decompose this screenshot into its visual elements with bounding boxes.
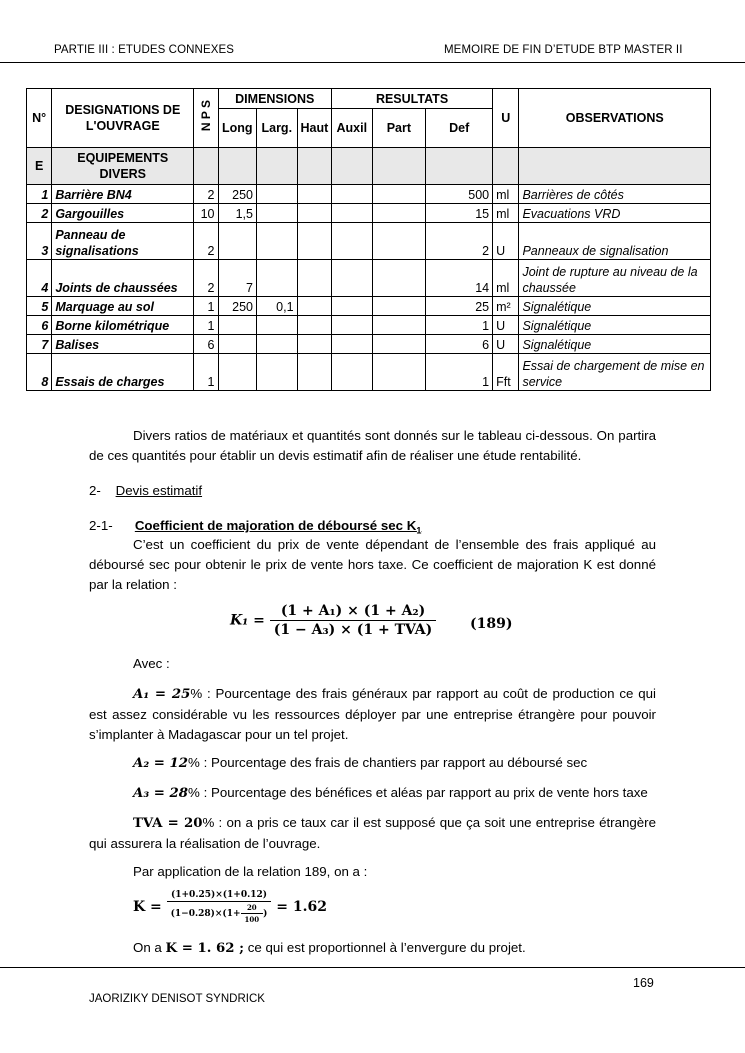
a1-text: % : Pourcentage des frais généraux par rapport au coût de production ce qui est assez considérable vu les ressources déployer par une entreprise étrangère pour pouvoir s’implanter à Madagascar pour un tel projet. [89, 686, 657, 742]
formula-ref: (189) [470, 616, 513, 632]
row-unit: m² [493, 297, 519, 316]
tva-paragraph [89, 813, 656, 854]
application-line: Par application de la relation 189, on a : [133, 864, 368, 879]
calc-lhs: K = [133, 899, 162, 915]
row-def: 15 [426, 204, 493, 223]
header-nps [194, 89, 218, 148]
row-unit: ml [493, 204, 519, 223]
row-long [218, 316, 257, 335]
conclusion-k: K = 1. 62 ; [165, 941, 245, 956]
row-long: 250 [218, 297, 257, 316]
section-title: Devis estimatif [115, 483, 203, 498]
row-part [372, 354, 426, 391]
header-dimensions: DIMENSIONS [218, 89, 332, 109]
row-auxil [332, 316, 373, 335]
row-larg [257, 185, 298, 204]
header-auxil: Auxil [332, 109, 373, 148]
header-u: U [493, 89, 519, 148]
formula-denominator: (1 − A₃) × (1 + TVA) [273, 622, 433, 638]
header-part: Part [372, 109, 426, 148]
row-part [372, 335, 426, 354]
table-row [27, 260, 711, 297]
row-unit: ml [493, 185, 519, 204]
formula-189 [230, 603, 436, 638]
calc-result: = 1.62 [276, 899, 327, 915]
row-part [372, 316, 426, 335]
row-number: 6 [27, 316, 52, 335]
section-number: 2- [89, 483, 101, 498]
header-nps-label: N P S [198, 100, 213, 132]
row-auxil [332, 185, 373, 204]
row-observation: Signalétique [519, 297, 711, 316]
row-observation: Signalétique [519, 316, 711, 335]
section-label: EQUIPEMENTS DIVERS [52, 148, 194, 185]
table-row [27, 223, 711, 260]
row-unit: U [493, 335, 519, 354]
a1-paragraph [89, 684, 656, 745]
tva-text: % : on a pris ce taux car il est supposé que ça soit une entreprise étrangère qui assurera la réalisation de l’ouvrage. [89, 815, 656, 851]
quantities-table [26, 88, 711, 391]
row-auxil [332, 335, 373, 354]
row-designation: Marquage au sol [52, 297, 194, 316]
header-larg: Larg. [257, 109, 298, 148]
row-haut [297, 297, 331, 316]
row-auxil [332, 297, 373, 316]
row-number: 1 [27, 185, 52, 204]
row-larg [257, 335, 298, 354]
header-haut: Haut [297, 109, 331, 148]
row-unit: U [493, 316, 519, 335]
a2-text: % : Pourcentage des frais de chantiers par rapport au déboursé sec [188, 755, 588, 770]
calc-small-num: 20 [241, 903, 264, 914]
row-observation: Panneaux de signalisation [519, 223, 711, 260]
row-observation: Barrières de côtés [519, 185, 711, 204]
calc-denominator [167, 902, 272, 924]
calc-small-den: 100 [244, 915, 260, 924]
row-auxil [332, 260, 373, 297]
section-row [27, 148, 711, 185]
row-designation: Joints de chaussées [52, 260, 194, 297]
row-def: 6 [426, 335, 493, 354]
table-row [27, 354, 711, 391]
row-long [218, 335, 257, 354]
row-haut [297, 335, 331, 354]
row-haut [297, 223, 331, 260]
footer-author: JAORIZIKY DENISOT SYNDRICK [89, 993, 265, 1005]
page-number: 169 [633, 976, 654, 990]
row-number: 7 [27, 335, 52, 354]
row-larg [257, 204, 298, 223]
formula-numerator: (1 + A₁) × (1 + A₂) [270, 603, 436, 621]
row-long: 1,5 [218, 204, 257, 223]
header-resultats: RESULTATS [332, 89, 493, 109]
formula-lhs: K₁ = [230, 612, 265, 629]
row-larg [257, 260, 298, 297]
header-right: MEMOIRE DE FIN D’ETUDE BTP MASTER II [444, 44, 683, 56]
conclusion-b: ce qui est proportionnel à l’envergure du projet. [247, 940, 526, 955]
row-designation: Barrière BN4 [52, 185, 194, 204]
calculation [133, 890, 327, 924]
header-n: N° [27, 89, 52, 148]
row-larg [257, 354, 298, 391]
a1-label: A₁ = 25 [133, 687, 191, 702]
row-nps: 2 [194, 223, 218, 260]
a3-paragraph [89, 783, 656, 804]
subsection-number: 2-1- [89, 518, 113, 533]
row-nps: 6 [194, 335, 218, 354]
row-haut [297, 354, 331, 391]
row-long [218, 354, 257, 391]
row-nps: 1 [194, 316, 218, 335]
row-larg [257, 316, 298, 335]
row-long: 7 [218, 260, 257, 297]
row-unit: Fft [493, 354, 519, 391]
row-number: 4 [27, 260, 52, 297]
row-nps: 2 [194, 260, 218, 297]
table-row [27, 316, 711, 335]
a2-label: A₂ = 12 [133, 756, 189, 771]
row-number: 8 [27, 354, 52, 391]
intro-paragraph: Divers ratios de matériaux et quantités sont donnés sur le tableau ci-dessous. On partira de ces quantités pour établir un devis estimatif afin de réaliser une étude rentabilité. [89, 428, 656, 463]
table-row [27, 185, 711, 204]
calc-den-b: ) [263, 909, 268, 919]
a2-paragraph [89, 753, 656, 774]
row-designation: Essais de charges [52, 354, 194, 391]
row-nps: 2 [194, 185, 218, 204]
header-rule [0, 62, 745, 63]
conclusion-a: On a [133, 940, 162, 955]
row-haut [297, 204, 331, 223]
row-def: 14 [426, 260, 493, 297]
row-haut [297, 260, 331, 297]
row-observation: Signalétique [519, 335, 711, 354]
row-def: 25 [426, 297, 493, 316]
row-auxil [332, 354, 373, 391]
a3-text: % : Pourcentage des bénéfices et aléas par rapport au prix de vente hors taxe [188, 785, 648, 800]
avec-label: Avec : [133, 656, 170, 671]
row-long [218, 223, 257, 260]
section-code: E [27, 148, 52, 185]
row-haut [297, 316, 331, 335]
row-larg [257, 223, 298, 260]
row-def: 1 [426, 354, 493, 391]
header-long: Long [218, 109, 257, 148]
row-part [372, 204, 426, 223]
footer-rule [0, 967, 745, 968]
row-auxil [332, 223, 373, 260]
row-def: 2 [426, 223, 493, 260]
row-haut [297, 185, 331, 204]
section-heading [89, 481, 656, 501]
row-nps: 1 [194, 297, 218, 316]
row-designation: Panneau de signalisations [52, 223, 194, 260]
row-number: 5 [27, 297, 52, 316]
calc-numerator: (1+0.25)×(1+0.12) [167, 890, 272, 902]
row-def: 500 [426, 185, 493, 204]
header-observations: OBSERVATIONS [519, 89, 711, 148]
calc-den-a: (1−0.28)×(1+ [170, 909, 241, 919]
row-auxil [332, 204, 373, 223]
table-row [27, 335, 711, 354]
row-number: 3 [27, 223, 52, 260]
row-unit: ml [493, 260, 519, 297]
header-def: Def [426, 109, 493, 148]
row-designation: Borne kilométrique [52, 316, 194, 335]
subsection-title: Coefficient de majoration de déboursé sec K [134, 518, 417, 533]
row-long: 250 [218, 185, 257, 204]
row-unit: U [493, 223, 519, 260]
subsection-subscript: 1 [416, 525, 422, 536]
table-row [27, 204, 711, 223]
header-designation: DESIGNATIONS DE L'OUVRAGE [52, 89, 194, 148]
row-observation: Essai de chargement de mise en service [519, 354, 711, 391]
conclusion-line [89, 938, 656, 959]
row-part [372, 223, 426, 260]
row-def: 1 [426, 316, 493, 335]
row-observation: Joint de rupture au niveau de la chaussée [519, 260, 711, 297]
row-nps: 1 [194, 354, 218, 391]
row-part [372, 297, 426, 316]
a3-label: A₃ = 28 [133, 786, 189, 801]
table-row [27, 297, 711, 316]
row-larg: 0,1 [257, 297, 298, 316]
row-nps: 10 [194, 204, 218, 223]
header-left: PARTIE III : ETUDES CONNEXES [54, 44, 235, 56]
row-designation: Balises [52, 335, 194, 354]
row-part [372, 260, 426, 297]
row-designation: Gargouilles [52, 204, 194, 223]
row-observation: Evacuations VRD [519, 204, 711, 223]
row-part [372, 185, 426, 204]
row-number: 2 [27, 204, 52, 223]
tva-label: TVA = 20 [133, 816, 203, 831]
definition-paragraph: C’est un coefficient du prix de vente dépendant de l’ensemble des frais appliqué au déboursé sec pour obtenir le prix de vente hors taxe. Ce coefficient de majoration K est donné par la relation : [89, 537, 656, 592]
